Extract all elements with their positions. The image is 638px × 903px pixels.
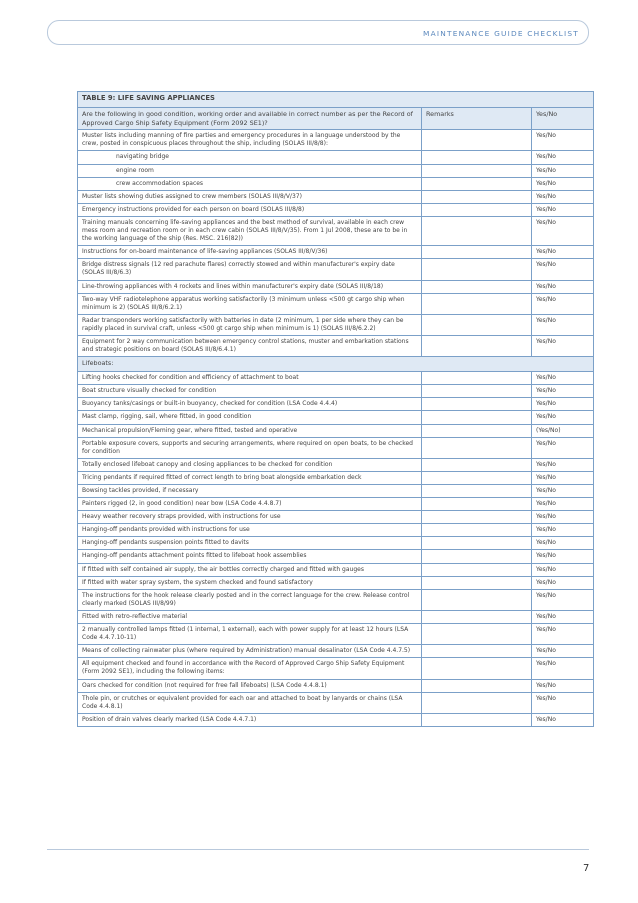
remarks-cell[interactable] <box>422 610 532 623</box>
checklist-item-text: Mechanical propulsion/Fleming gear, where fitted, tested and operative <box>78 424 422 437</box>
checklist-row <box>78 458 594 471</box>
yes-no-cell[interactable]: Yes/No <box>532 293 594 314</box>
yes-no-cell[interactable]: Yes/No <box>532 164 594 177</box>
checklist-row <box>78 550 594 563</box>
yes-no-cell[interactable]: Yes/No <box>532 537 594 550</box>
header-frame <box>47 20 589 45</box>
checklist-item-text: Fitted with retro-reflective material <box>78 610 422 623</box>
remarks-cell[interactable] <box>422 259 532 280</box>
remarks-cell[interactable] <box>422 398 532 411</box>
remarks-cell[interactable] <box>422 335 532 356</box>
yes-no-cell[interactable]: Yes/No <box>532 498 594 511</box>
remarks-cell[interactable] <box>422 314 532 335</box>
yes-no-cell[interactable]: Yes/No <box>532 576 594 589</box>
checklist-row <box>78 335 594 356</box>
checklist-row <box>78 498 594 511</box>
checklist-row <box>78 398 594 411</box>
yes-no-cell[interactable]: Yes/No <box>532 511 594 524</box>
remarks-cell[interactable] <box>422 411 532 424</box>
remarks-cell[interactable] <box>422 485 532 498</box>
remarks-cell[interactable] <box>422 498 532 511</box>
checklist-item-text: Muster lists including manning of fire parties and emergency procedures in a language understood by the crew, posted in conspicuous places throughout the ship, including (SOLAS III/8/8): <box>78 130 422 151</box>
checklist-row <box>78 511 594 524</box>
checklist-row <box>78 411 594 424</box>
checklist-row <box>78 713 594 726</box>
yes-no-cell[interactable]: Yes/No <box>532 259 594 280</box>
yes-no-cell[interactable]: Yes/No <box>532 246 594 259</box>
header-remarks: Remarks <box>422 108 532 130</box>
checklist-item-text: Means of collecting rainwater plus (where required by Administration) manual desalinator (LSA Code 4.4.7.5) <box>78 645 422 658</box>
header-yes-no: Yes/No <box>532 108 594 130</box>
remarks-cell[interactable] <box>422 437 532 458</box>
checklist-row <box>78 216 594 245</box>
checklist-row <box>78 164 594 177</box>
yes-no-cell[interactable]: Yes/No <box>532 385 594 398</box>
yes-no-cell[interactable]: Yes/No <box>532 624 594 645</box>
remarks-cell[interactable] <box>422 679 532 692</box>
checklist-item-text: Bowsing tackles provided, if necessary <box>78 485 422 498</box>
yes-no-cell[interactable]: Yes/No <box>532 372 594 385</box>
yes-no-cell[interactable]: Yes/No <box>532 458 594 471</box>
remarks-cell[interactable] <box>422 190 532 203</box>
yes-no-cell[interactable]: Yes/No <box>532 177 594 190</box>
yes-no-cell[interactable]: Yes/No <box>532 692 594 713</box>
yes-no-cell[interactable]: Yes/No <box>532 151 594 164</box>
remarks-cell[interactable] <box>422 624 532 645</box>
remarks-cell[interactable] <box>422 203 532 216</box>
checklist-item-text: If fitted with self contained air supply, the air bottles correctly charged and fitted with gauges <box>78 563 422 576</box>
yes-no-cell[interactable]: (Yes/No) <box>532 424 594 437</box>
checklist-row <box>78 524 594 537</box>
checklist-item-text: Totally enclosed lifeboat canopy and closing appliances to be checked for condition <box>78 458 422 471</box>
remarks-cell[interactable] <box>422 658 532 679</box>
table-title: TABLE 9: LIFE SAVING APPLIANCES <box>78 92 594 108</box>
remarks-cell[interactable] <box>422 372 532 385</box>
yes-no-cell[interactable]: Yes/No <box>532 658 594 679</box>
checklist-row <box>78 372 594 385</box>
checklist-item-text: Painters rigged (2, in good condition) near bow (LSA Code 4.4.8.7) <box>78 498 422 511</box>
yes-no-cell[interactable]: Yes/No <box>532 216 594 245</box>
checklist-item-text: Portable exposure covers, supports and securing arrangements, where required on open boats, to be checked for condition <box>78 437 422 458</box>
yes-no-cell[interactable]: Yes/No <box>532 398 594 411</box>
checklist-row <box>78 203 594 216</box>
checklist-item-text: Thole pin, or crutches or equivalent provided for each oar and attached to boat by lanyards or chains (LSA Code 4.4.8.1) <box>78 692 422 713</box>
checklist-item-text: Two-way VHF radiotelephone apparatus working satisfactorily (3 minimum unless <500 gt cargo ship when minimum is 2) (SOLAS III/8/6.2.1) <box>78 293 422 314</box>
checklist-item-text: Instructions for on-board maintenance of life-saving appliances (SOLAS III/8/V/36) <box>78 246 422 259</box>
checklist-row <box>78 624 594 645</box>
checklist-row <box>78 658 594 679</box>
yes-no-cell[interactable]: Yes/No <box>532 314 594 335</box>
yes-no-cell[interactable]: Yes/No <box>532 411 594 424</box>
checklist-item-text: Training manuals concerning life-saving appliances and the best method of survival, available in each crew mess room and recreation room or in each crew cabin (SOLAS III/8/V/35). From 1 Jul 2008, these are to be in the working language of the ship (Res. MSC. 216(82)) <box>78 216 422 245</box>
remarks-cell[interactable] <box>422 293 532 314</box>
checklist-row <box>78 259 594 280</box>
checklist-row <box>78 424 594 437</box>
checklist-row <box>78 151 594 164</box>
checklist-item-text: Mast clamp, rigging, sail, where fitted, in good condition <box>78 411 422 424</box>
checklist-row <box>78 246 594 259</box>
header-title: MAINTENANCE GUIDE CHECKLIST <box>423 29 579 38</box>
checklist-row <box>78 190 594 203</box>
checklist-row <box>78 130 594 151</box>
remarks-cell[interactable] <box>422 458 532 471</box>
checklist-item-text: Hanging-off pendants provided with instructions for use <box>78 524 422 537</box>
checklist-row <box>78 537 594 550</box>
checklist-row <box>78 563 594 576</box>
remarks-cell[interactable] <box>422 692 532 713</box>
remarks-cell[interactable] <box>422 151 532 164</box>
yes-no-cell[interactable]: Yes/No <box>532 190 594 203</box>
yes-no-cell[interactable]: Yes/No <box>532 203 594 216</box>
yes-no-cell[interactable]: Yes/No <box>532 471 594 484</box>
checklist-item-text: Emergency instructions provided for each person on board (SOLAS III/8/8) <box>78 203 422 216</box>
remarks-cell[interactable] <box>422 550 532 563</box>
yes-no-cell[interactable]: Yes/No <box>532 485 594 498</box>
checklist-item-text: Bridge distress signals (12 red parachute flares) correctly stowed and within manufacturer's expiry date (SOLAS III/8/6.3) <box>78 259 422 280</box>
checklist-item-text: Line-throwing appliances with 4 rockets and lines within manufacturer's expiry date (SOLAS III/8/18) <box>78 280 422 293</box>
checklist-row <box>78 645 594 658</box>
remarks-cell[interactable] <box>422 713 532 726</box>
checklist-row <box>78 485 594 498</box>
remarks-cell[interactable] <box>422 537 532 550</box>
remarks-cell[interactable] <box>422 177 532 190</box>
checklist-row <box>78 471 594 484</box>
checklist-item-text: Tricing pendants if required fitted of correct length to bring boat alongside embarkation deck <box>78 471 422 484</box>
yes-no-cell[interactable]: Yes/No <box>532 550 594 563</box>
checklist-row <box>78 692 594 713</box>
section-label: Lifeboats: <box>78 357 594 372</box>
yes-no-cell[interactable]: Yes/No <box>532 679 594 692</box>
checklist-row <box>78 314 594 335</box>
life-saving-appliances-table <box>77 91 594 727</box>
checklist-row <box>78 437 594 458</box>
checklist-item-text: Oars checked for condition (not required for free fall lifeboats) (LSA Code 4.4.8.1) <box>78 679 422 692</box>
yes-no-cell[interactable]: Yes/No <box>532 589 594 610</box>
yes-no-cell[interactable]: Yes/No <box>532 563 594 576</box>
yes-no-cell[interactable]: Yes/No <box>532 130 594 151</box>
yes-no-cell[interactable]: Yes/No <box>532 645 594 658</box>
remarks-cell[interactable] <box>422 511 532 524</box>
remarks-cell[interactable] <box>422 589 532 610</box>
checklist-row <box>78 589 594 610</box>
checklist-item-text: All equipment checked and found in accordance with the Record of Approved Cargo Ship Safety Equipment (Form 2092 SE1), including the following items: <box>78 658 422 679</box>
remarks-cell[interactable] <box>422 524 532 537</box>
remarks-cell[interactable] <box>422 471 532 484</box>
remarks-cell[interactable] <box>422 563 532 576</box>
footer-divider <box>47 849 589 850</box>
checklist-item-text: Heavy weather recovery straps provided, with instructions for use <box>78 511 422 524</box>
checklist-item-text: crew accommodation spaces <box>78 177 422 190</box>
checklist-item-text: Equipment for 2 way communication between emergency control stations, muster and embarkation stations and strategic positions on board (SOLAS III/8/6.4.1) <box>78 335 422 356</box>
checklist-row <box>78 177 594 190</box>
remarks-cell[interactable] <box>422 645 532 658</box>
header-question: Are the following in good condition, working order and available in correct number as per the Record of Approved Cargo Ship Safety Equipment (Form 2092 SE1)? <box>78 108 422 130</box>
yes-no-cell[interactable]: Yes/No <box>532 524 594 537</box>
checklist-item-text: If fitted with water spray system, the system checked and found satisfactory <box>78 576 422 589</box>
checklist-row <box>78 293 594 314</box>
yes-no-cell[interactable]: Yes/No <box>532 437 594 458</box>
table-title-row <box>78 92 594 108</box>
remarks-cell[interactable] <box>422 424 532 437</box>
table-header-row <box>78 108 594 130</box>
section-row <box>78 357 594 372</box>
remarks-cell[interactable] <box>422 246 532 259</box>
checklist-item-text: engine room <box>78 164 422 177</box>
remarks-cell[interactable] <box>422 164 532 177</box>
checklist-item-text: 2 manually controlled lamps fitted (1 internal, 1 external), each with power supply for at least 12 hours (LSA Code 4.4.7.10-11) <box>78 624 422 645</box>
remarks-cell[interactable] <box>422 280 532 293</box>
yes-no-cell[interactable]: Yes/No <box>532 610 594 623</box>
checklist-item-text: Hanging-off pendants attachment points fitted to lifeboat hook assemblies <box>78 550 422 563</box>
remarks-cell[interactable] <box>422 130 532 151</box>
checklist-item-text: Lifting hooks checked for condition and efficiency of attachment to boat <box>78 372 422 385</box>
checklist-item-text: Boat structure visually checked for condition <box>78 385 422 398</box>
checklist-item-text: navigating bridge <box>78 151 422 164</box>
checklist-item-text: Buoyancy tanks/casings or built-in buoyancy, checked for condition (LSA Code 4.4.4) <box>78 398 422 411</box>
checklist-item-text: Position of drain valves clearly marked (LSA Code 4.4.7.1) <box>78 713 422 726</box>
page-number: 7 <box>583 863 590 874</box>
checklist-row <box>78 385 594 398</box>
remarks-cell[interactable] <box>422 216 532 245</box>
yes-no-cell[interactable]: Yes/No <box>532 335 594 356</box>
yes-no-cell[interactable]: Yes/No <box>532 280 594 293</box>
checklist-item-text: Radar transponders working satisfactorily with batteries in date (2 minimum, 1 per side where they can be rapidly placed in survival craft, unless <500 gt cargo ship when minimum is 1) (SOLAS III/8/6.2.2) <box>78 314 422 335</box>
remarks-cell[interactable] <box>422 385 532 398</box>
checklist-row <box>78 610 594 623</box>
checklist-item-text: The instructions for the hook release clearly posted and in the correct language for the crew. Release control clearly marked (SOLAS III/8/99) <box>78 589 422 610</box>
remarks-cell[interactable] <box>422 576 532 589</box>
checklist-row <box>78 576 594 589</box>
checklist-row <box>78 280 594 293</box>
yes-no-cell[interactable]: Yes/No <box>532 713 594 726</box>
checklist-item-text: Muster lists showing duties assigned to crew members (SOLAS III/8/V/37) <box>78 190 422 203</box>
checklist-row <box>78 679 594 692</box>
checklist-item-text: Hanging-off pendants suspension points fitted to davits <box>78 537 422 550</box>
